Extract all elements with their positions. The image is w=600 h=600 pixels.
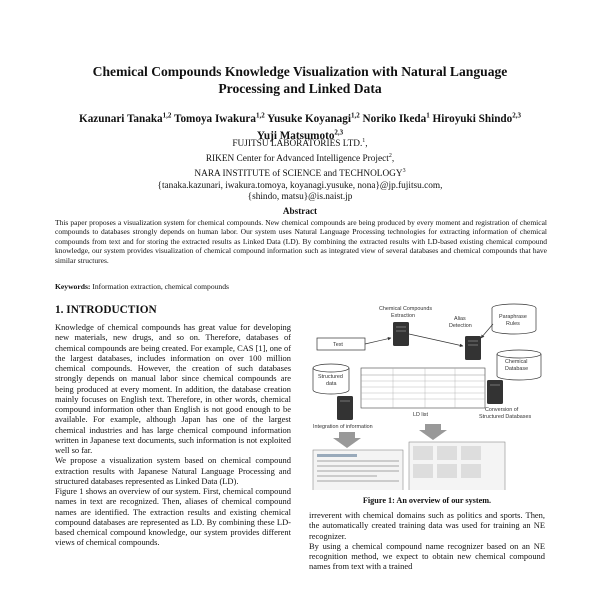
abstract-text: This paper proposes a visualization system for chemical compounds. New chemical compounds are being produced by every moment and registration of chemical compounds to databases strongly depends on human labor. Our system uses Natural Language Processing technologies for extracting information of chemical compounds from text and for storing the extracted results as Linked Data (LD). By combining the extracted results with LD-based existing chemical compound knowledge, our system provides visualization of chemical compound information such as integrated view of several databases and chemical compounds that have similar structures. (55, 218, 547, 265)
affiliations (40, 136, 560, 204)
label-ld-list: LD list (413, 412, 428, 418)
system-overview-figure (309, 300, 549, 490)
affiliation: RIKEN Center for Advanced Intelligence Project$^2$, (205, 152, 395, 164)
keywords (55, 282, 229, 291)
affiliation: NARA INSTITUTE of SCIENCE and TECHNOLOGY$^3$ (194, 167, 406, 179)
author: Hiroyuki Shindo$^{2,3}$ (432, 111, 521, 125)
title-line-1: Chemical Compounds Knowledge Visualization with Natural Language (92, 64, 508, 79)
label-extraction: Chemical Compounds Extraction (379, 306, 433, 319)
email-line: {shindo, matsu}@is.naist.jp (247, 192, 353, 203)
label-chem-db: Chemical Database (505, 359, 529, 372)
author: Tomoya Iwakura$^{1,2}$ (174, 111, 265, 125)
author: Noriko Ikeda$^1$ (362, 111, 430, 125)
ld-list-table-icon (361, 368, 485, 408)
right-column (309, 510, 545, 572)
figure-caption: Figure 1: An overview of our system. (362, 496, 492, 505)
paragraph: Knowledge of chemical compounds has great value for developing new materials, new drugs, and so on. Therefore, databases of chemical compounds are being created. For example, CAS [1], one of the largest databases, includes information on over 100 million chemical compounds. However, the creation of such databases strongly depends on manual labor since chemical compounds are being produced at every moment. In addition, the database creation mainly focuses on English text. Therefore, in other words, chemical compound information other than English is not good enough to be available. For example, although Japan has one of the largest chemical industries and has large chemical compound information written in Japanese text documents, such information is not exploited well so far. (55, 322, 291, 455)
title-line-2: Processing and Linked Data (218, 81, 382, 96)
alias-server-icon (465, 336, 481, 360)
label-integration: Integration of information (313, 424, 373, 430)
abstract-heading: Abstract (282, 206, 318, 216)
label-text: Text (333, 342, 343, 348)
paragraph: We propose a visualization system based on chemical compound extraction results with Japanese Natural Language Processing and structured databases represented as Linked Data (LD). (55, 455, 291, 486)
extraction-server-icon (393, 322, 409, 346)
label-conversion: Conversion of Structured Databases (479, 407, 532, 420)
keywords-value: Information extraction, chemical compounds (90, 282, 229, 291)
paragraph: Figure 1 shows an overview of our system. First, chemical compound names in text are recognized. Then, aliases of chemical compound names are identified. The extraction results and existing chemical compound databases are represented as LD. By combining these LD-based chemical compound knowledge, our system provides different views of chemical compounds. (55, 486, 291, 548)
paper-title (40, 63, 560, 97)
down-arrow-right (419, 424, 447, 440)
affiliation: FUJITSU LABORATORIES LTD.$^1$, (232, 138, 368, 150)
keywords-label: Keywords: (55, 282, 91, 291)
paragraph: irreverent with chemical domains such as politics and sports. Then, the automatically created training data was used for training an NE recognizer. (309, 510, 545, 541)
author: Yusuke Koyanagi$^{1,2}$ (267, 111, 360, 125)
author: Kazunari Tanaka$^{1,2}$ (79, 111, 172, 125)
label-structured: Structured data (318, 374, 343, 387)
label-alias: Alias Detection (449, 316, 472, 329)
paragraph: By using a chemical compound name recognizer based on an NE recognition method, we expect to obtain new chemical compound names from text with a trained (309, 540, 545, 572)
email-line: {tanaka.kazunari, iwakura.tomoya, koyanagi.yusuke, nona}@jp.fujitsu.com, (157, 180, 443, 191)
conversion-server-icon (487, 380, 503, 404)
section-heading-introduction: 1. INTRODUCTION (55, 304, 157, 316)
left-column (55, 322, 291, 548)
author: Yuji Matsumoto$^{2,3}$ (256, 128, 344, 143)
integration-server-icon (337, 396, 353, 420)
down-arrow-left (333, 432, 361, 448)
label-rules: Paraphrase Rules (499, 314, 527, 327)
